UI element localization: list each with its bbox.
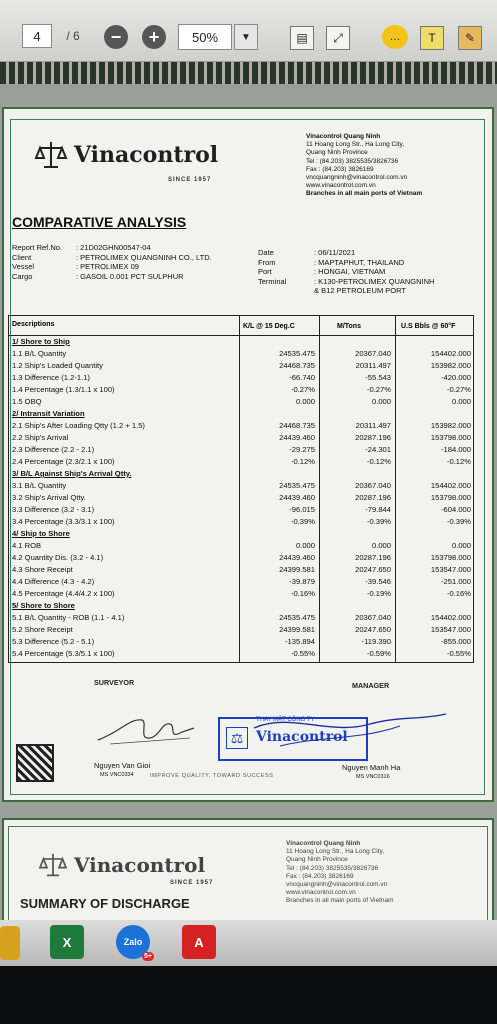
row-description: 4.5 Percentage (4.4/4.2 x 100)	[12, 589, 115, 598]
mtons-value: -0.19%	[366, 589, 391, 598]
taskbar	[0, 920, 497, 966]
fit-width-icon[interactable]: ⤢	[326, 26, 350, 50]
kl-value: 0.000	[295, 397, 315, 406]
report-left-values	[76, 243, 212, 281]
bbls-value: 154402.000	[430, 349, 471, 358]
zalo-badge: 5+	[144, 953, 152, 960]
mtons-value: -119.390	[361, 637, 391, 646]
mtons-value: 20367.040	[355, 481, 391, 490]
header-descriptions: Descriptions	[12, 321, 55, 328]
address-line: Fax : (84.203) 3826169	[306, 165, 374, 173]
kl-value: -0.12%	[290, 457, 315, 466]
row-description: 1.3 Difference (1.2-1.1)	[12, 373, 90, 382]
label: From	[258, 257, 276, 267]
table-row	[9, 626, 473, 635]
table-row	[9, 422, 473, 431]
label: Report Ref.No.	[12, 243, 63, 252]
value: : GASOIL 0.001 PCT SULPHUR	[76, 271, 184, 281]
mtons-value: 20247.650	[355, 565, 391, 574]
bbls-value: -0.39%	[446, 517, 471, 526]
mtons-value: 20367.040	[355, 349, 391, 358]
address-line: www.vinacontrol.com.vn	[306, 182, 376, 190]
kl-value: -0.39%	[290, 517, 315, 526]
surveyor-name: Nguyen Van Gioi	[94, 761, 151, 770]
slogan: IMPROVE QUALITY, TOWARD SUCCESS	[150, 773, 274, 779]
mtons-value: 0.000	[371, 397, 391, 406]
sign-icon[interactable]: ✎	[458, 26, 482, 50]
comment-icon[interactable]: …	[382, 25, 408, 49]
report-left-labels	[12, 243, 62, 281]
row-description: 2.4 Percentage (2.3/2.1 x 100)	[12, 457, 115, 466]
row-description: 5/ Shore to Shore	[12, 601, 75, 610]
bbls-value: -604.000	[441, 505, 471, 514]
value: & B12 PETROLEUM PORT	[314, 286, 406, 295]
bbls-value: 0.000	[451, 541, 471, 550]
vinacontrol-logo	[34, 140, 218, 170]
manager-signature	[250, 706, 450, 756]
value: : PETROLIMEX QUANGNINH CO., LTD.	[76, 252, 212, 262]
address-line: Vinacontrol Quang Ninh	[286, 840, 361, 847]
kl-value: -0.55%	[290, 649, 315, 658]
scales-icon	[38, 852, 68, 878]
vinacontrol-logo-2	[38, 852, 205, 878]
kl-value: 24468.735	[279, 361, 315, 370]
row-description: 5.1 B/L Quantity - ROB (1.1 - 4.1)	[12, 613, 125, 622]
bbls-value: 153798.000	[430, 493, 471, 502]
label: Port	[258, 267, 272, 276]
header-mtons: M/Tons	[337, 323, 361, 330]
bbls-value: -184.000	[441, 445, 471, 454]
kl-value: -0.16%	[290, 589, 315, 598]
address-line: Tel : (84.203) 3825535/3826736	[306, 157, 399, 165]
zalo-icon[interactable]	[116, 925, 150, 959]
mtons-value: 20367.040	[355, 613, 391, 622]
mtons-value: 20247.650	[355, 625, 391, 634]
table-row	[9, 590, 473, 599]
row-description: 2.3 Difference (2.2 - 2.1)	[12, 445, 95, 454]
row-description: 5.4 Percentage (5.3/5.1 x 100)	[12, 649, 115, 658]
table-row	[9, 434, 473, 443]
header-kl: K/L @ 15 Deg.C	[243, 323, 295, 330]
scales-icon	[34, 140, 68, 170]
surveyor-title: SURVEYOR	[94, 678, 135, 687]
row-description: 4.4 Difference (4.3 - 4.2)	[12, 577, 95, 586]
row-description: 4/ Ship to Shore	[12, 529, 70, 538]
mtons-value: -24.301	[365, 445, 391, 454]
zoom-input[interactable]: 50%	[178, 24, 232, 50]
table-row	[9, 374, 473, 383]
table-row	[9, 362, 473, 371]
row-description: 2/ Intransit Variation	[12, 409, 85, 418]
address-line: Tel : (84.203) 3825535/3826736	[286, 864, 379, 872]
table-row	[9, 494, 473, 503]
table-row	[9, 398, 473, 407]
row-description: 1.1 B/L Quantity	[12, 349, 67, 358]
mtons-value: -39.546	[365, 577, 391, 586]
bbls-value: -0.27%	[446, 385, 471, 394]
mtons-value: -79.844	[365, 505, 391, 514]
address-line: Branches in all main ports of Vietnam	[286, 897, 394, 905]
bbls-value: 153547.000	[430, 625, 471, 634]
table-row	[9, 578, 473, 587]
row-description: 4.2 Quantity Dis. (3.2 - 4.1)	[12, 553, 104, 562]
report-right-labels	[258, 248, 286, 286]
table-row	[9, 506, 473, 515]
kl-value: -0.27%	[290, 385, 315, 394]
table-row	[9, 446, 473, 455]
bbls-value: 153547.000	[430, 565, 471, 574]
stamp-scales-icon: ⚖	[226, 727, 248, 749]
page-number-input[interactable]: 4	[22, 24, 52, 48]
row-description: 3.1 B/L Quantity	[12, 481, 67, 490]
kl-value: 24535.475	[279, 613, 315, 622]
document-edge-strip	[0, 62, 497, 84]
kl-value: -39.879	[289, 577, 315, 586]
brand-name: Vinacontrol	[74, 142, 219, 168]
bbls-value: 153798.000	[430, 553, 471, 562]
row-description: 3.3 Difference (3.2 - 3.1)	[12, 505, 95, 514]
address-block-2	[286, 840, 394, 906]
kl-value: -66.740	[289, 373, 315, 382]
highlight-icon[interactable]: T	[420, 26, 444, 50]
kl-value: 24468.735	[279, 421, 315, 430]
table-row	[9, 530, 473, 539]
page-total-label: / 6	[66, 29, 80, 43]
row-description: 4.3 Shore Receipt	[12, 565, 73, 574]
bbls-value: -420.000	[441, 373, 471, 382]
label: Terminal	[258, 276, 287, 286]
bbls-value: 153982.000	[430, 361, 471, 370]
kl-value: -29.275	[289, 445, 315, 454]
label: Client	[12, 252, 32, 262]
address-line: 11 Hoang Long Str., Ha Long City,	[286, 848, 385, 856]
table-row	[9, 554, 473, 563]
value: : PETROLIMEX 09	[76, 262, 139, 271]
bbls-value: -0.16%	[446, 589, 471, 598]
table-row	[9, 350, 473, 359]
since-label-2: SINCE 1957	[170, 880, 214, 886]
mtons-value: 20311.497	[355, 421, 391, 430]
table-header	[9, 316, 473, 336]
since-label: SINCE 1957	[168, 177, 212, 183]
row-description: 1.5 OBQ	[12, 397, 42, 406]
report-title: COMPARATIVE ANALYSIS	[12, 214, 187, 230]
address-line: Branches in all main ports of Vietnam	[306, 190, 423, 198]
value: : 21D02GHN00547-04	[76, 243, 151, 252]
row-description: 1.4 Percentage (1.3/1.1 x 100)	[12, 385, 115, 394]
table-row	[9, 602, 473, 611]
stamp-brand: Vinacontrol	[256, 729, 348, 745]
surveyor-id: MS VNC0334	[100, 772, 134, 778]
address-line: www.vinacontrol.com.vn	[286, 889, 356, 897]
bbls-value: -0.12%	[446, 457, 471, 466]
bbls-value: 154402.000	[430, 481, 471, 490]
row-description: 3/ B/L Against Ship's Arrival Qtty.	[12, 469, 132, 478]
bbls-value: 154402.000	[430, 613, 471, 622]
mtons-value: 0.000	[371, 541, 391, 550]
mtons-value: -55.543	[365, 373, 391, 382]
table-row	[9, 638, 473, 647]
kl-value: -135.894	[285, 637, 315, 646]
mtons-value: -0.39%	[366, 517, 391, 526]
address-line: Fax : (84.203) 3826169	[286, 872, 354, 880]
table-row	[9, 614, 473, 623]
bbls-value: -251.000	[441, 577, 471, 586]
mtons-value: 20287.196	[355, 493, 391, 502]
address-line: Vinacontrol Quang Ninh	[306, 133, 381, 140]
brand-name: Vinacontrol	[74, 853, 206, 877]
address-line: vncquangninh@vinacontrol.com.vn	[306, 174, 408, 182]
table-row	[9, 518, 473, 527]
value: : 06/11/2021	[314, 248, 356, 257]
bbls-value: -0.55%	[446, 649, 471, 658]
bbls-value: 153982.000	[430, 421, 471, 430]
bbls-value: 153798.000	[430, 433, 471, 442]
header-bbls: U.S Bbls @ 60°F	[401, 323, 456, 330]
label: Date	[258, 248, 274, 257]
value: : HONGAI, VIETNAM	[314, 267, 386, 276]
row-description: 1.2 Ship's Loaded Quantity	[12, 361, 103, 370]
pdf-toolbar	[0, 0, 497, 62]
address-line: Quang Ninh Province	[306, 149, 368, 157]
surveyor-signature	[90, 710, 200, 750]
mtons-value: 20287.196	[355, 553, 391, 562]
table-row	[9, 650, 473, 659]
comparison-table	[8, 315, 474, 663]
monitor-bezel	[0, 966, 497, 1024]
file-explorer-icon[interactable]	[0, 926, 20, 960]
row-description: 3.4 Percentage (3.3/3.1 x 100)	[12, 517, 115, 526]
kl-value: 0.000	[295, 541, 315, 550]
row-description: 2.2 Ship's Arrival	[12, 433, 69, 442]
row-description: 2.1 Ship's After Loading Qtty (1.2 + 1.5)	[12, 421, 145, 430]
stamp-top-text: THAY MẶT CÔNG TY	[256, 717, 315, 723]
bbls-value: -855.000	[441, 637, 471, 646]
address-line: vncquangninh@vinacontrol.com.vn	[286, 881, 388, 889]
row-description: 5.2 Shore Receipt	[12, 625, 73, 634]
bbls-value: 0.000	[451, 397, 471, 406]
manager-title: MANAGER	[352, 681, 390, 690]
kl-value: 24535.475	[279, 349, 315, 358]
zoom-in-icon[interactable]: +	[142, 25, 166, 49]
acrobat-icon[interactable]: A	[182, 925, 216, 959]
mtons-value: -0.27%	[366, 385, 391, 394]
zoom-out-icon[interactable]: −	[104, 25, 128, 49]
value: : K130-PETROLIMEX QUANGNINH	[314, 276, 435, 286]
value: : MAPTAPHUT, THAILAND	[314, 257, 405, 267]
row-description: 3.2 Ship's Arrival Qtty.	[12, 493, 86, 502]
label: Vessel	[12, 262, 35, 271]
row-description: 5.3 Difference (5.2 - 5.1)	[12, 637, 95, 646]
excel-icon[interactable]: X	[50, 925, 84, 959]
qr-code	[16, 744, 54, 782]
table-row	[9, 410, 473, 419]
table-row	[9, 542, 473, 551]
kl-value: -96.015	[289, 505, 315, 514]
table-row	[9, 458, 473, 467]
row-description: 4.1 ROB	[12, 541, 42, 550]
table-row	[9, 338, 473, 347]
mtons-value: 20311.497	[355, 361, 391, 370]
kl-value: 24439.460	[279, 553, 315, 562]
kl-value: 24399.581	[279, 565, 315, 574]
table-row	[9, 566, 473, 575]
table-row	[9, 482, 473, 491]
manager-id: MS VNC0316	[356, 774, 390, 780]
row-description: 1/ Shore to Ship	[12, 337, 70, 346]
zalo-label: Zalo	[123, 937, 143, 947]
mtons-value: -0.59%	[366, 649, 391, 658]
kl-value: 24399.581	[279, 625, 315, 634]
address-line: 11 Hoang Long Str., Ha Long City,	[306, 141, 405, 149]
zoom-dropdown-icon[interactable]: ▼	[234, 24, 258, 50]
kl-value: 24439.460	[279, 493, 315, 502]
mtons-value: 20287.196	[355, 433, 391, 442]
mtons-value: -0.12%	[366, 457, 391, 466]
fit-page-icon[interactable]: ▤	[290, 26, 314, 50]
manager-name: Nguyen Manh Ha	[342, 763, 401, 772]
table-row	[9, 470, 473, 479]
address-block	[306, 133, 422, 199]
kl-value: 24535.475	[279, 481, 315, 490]
next-page-title: SUMMARY OF DISCHARGE	[20, 896, 190, 911]
table-row	[9, 386, 473, 395]
kl-value: 24439.460	[279, 433, 315, 442]
label: Cargo	[12, 271, 33, 281]
address-line: Quang Ninh Province	[286, 856, 348, 864]
report-right-values	[314, 248, 434, 296]
